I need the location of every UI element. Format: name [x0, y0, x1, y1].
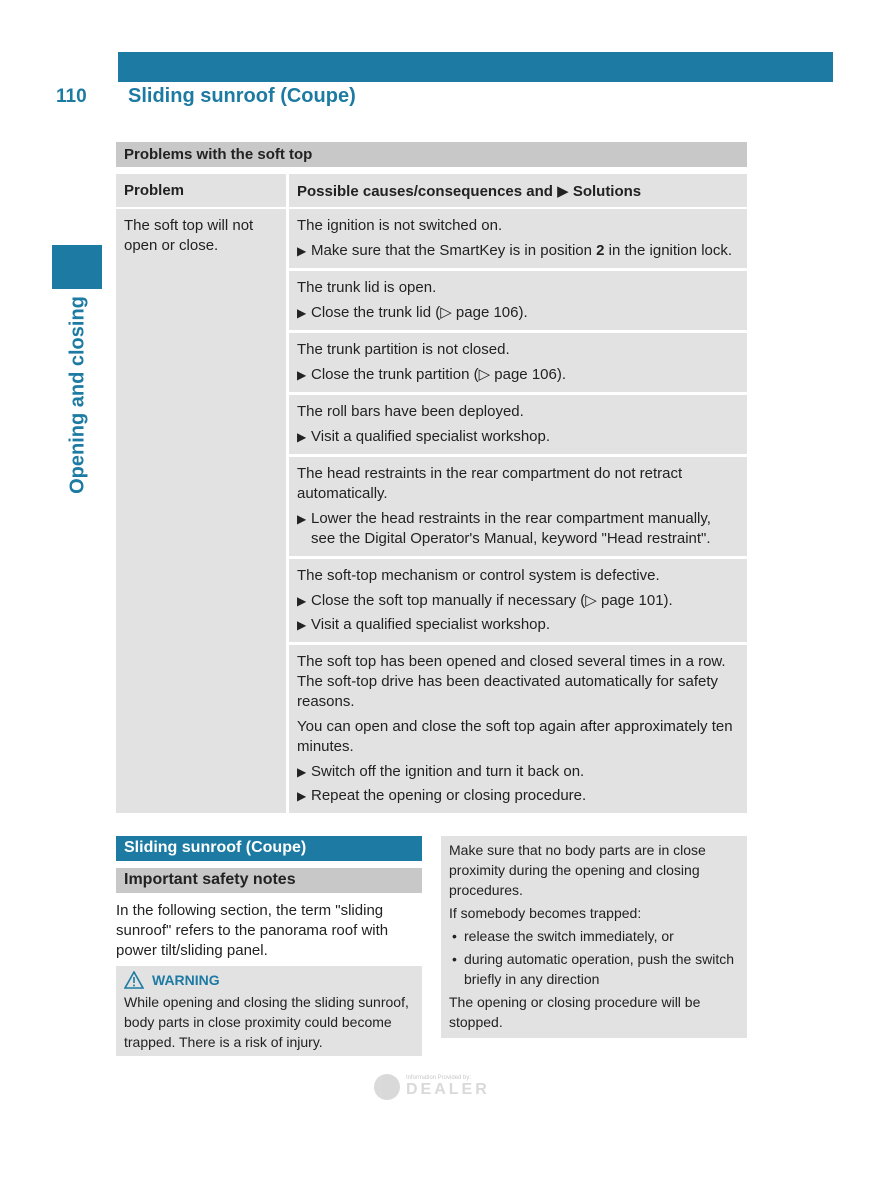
arrow-right-icon: ▶ — [297, 594, 307, 608]
info-paragraph-1: Make sure that no body parts are in close proximity during the opening and closing procedures. — [449, 842, 706, 898]
column-header-problem: Problem — [116, 174, 289, 207]
cause-block — [289, 271, 747, 333]
solution-step — [297, 241, 739, 261]
causes-column — [289, 209, 747, 813]
solution-step — [297, 509, 739, 549]
solution-text: Close the trunk partition (▷ page 106). — [311, 366, 567, 383]
warning-box — [116, 966, 422, 1056]
solution-text: Repeat the opening or closing procedure. — [311, 787, 587, 804]
cause-block — [289, 395, 747, 457]
cause-text: The soft-top mechanism or control system is defective. — [297, 567, 660, 584]
safety-info-box — [441, 836, 747, 1038]
solution-text: Make sure that the SmartKey is in position 2 in the ignition lock. — [311, 242, 733, 259]
column-header-causes: Possible causes/consequences and ▶ Solutions — [297, 183, 642, 200]
arrow-right-icon: ▶ — [297, 244, 307, 258]
solution-step — [297, 365, 739, 385]
solution-text: Visit a qualified specialist workshop. — [311, 428, 551, 445]
cause-text: The soft top has been opened and closed several times in a row. The soft-top drive has been deactivated automatically for safety reasons. — [297, 653, 726, 710]
warning-text: While opening and closing the sliding sunroof, body parts in close proximity could become trapped. There is a risk of injury. — [124, 994, 409, 1050]
watermark-big-text: DEALER — [406, 1081, 490, 1098]
cause-text: The trunk partition is not closed. — [297, 341, 510, 358]
solution-step — [297, 591, 739, 611]
bullet-text: release the switch immediately, or — [464, 928, 674, 944]
subsection-heading: Important safety notes — [116, 868, 422, 893]
solution-step — [297, 427, 739, 447]
arrow-right-icon: ▶ — [297, 765, 307, 779]
bullet-icon: • — [452, 928, 457, 944]
info-paragraph-2: If somebody becomes trapped: — [449, 905, 642, 921]
table-body — [116, 207, 747, 813]
arrow-right-icon: ▶ — [297, 306, 307, 320]
page-title: Sliding sunroof (Coupe) — [128, 85, 356, 107]
arrow-right-icon: ▶ — [297, 618, 307, 632]
page-number: 110 — [56, 86, 87, 107]
dealer-logo-icon — [374, 1074, 400, 1100]
problem-cell: The soft top will not open or close. — [116, 209, 289, 813]
bullet-icon: • — [452, 951, 457, 967]
cause-block — [289, 209, 747, 271]
cause-block — [289, 559, 747, 645]
info-paragraph-3: The opening or closing procedure will be stopped. — [449, 994, 701, 1030]
solution-step — [297, 786, 739, 806]
cause-text: The roll bars have been deployed. — [297, 403, 524, 420]
watermark-small-text: Information Provided by: — [406, 1075, 472, 1081]
section-heading: Sliding sunroof (Coupe) — [116, 836, 422, 861]
cause-text: The ignition is not switched on. — [297, 217, 503, 234]
list-item — [449, 949, 739, 989]
solution-text: Lower the head restraints in the rear compartment manually, see the Digital Operator's Manual, keyword "Head restraint". — [311, 510, 711, 547]
solution-step — [297, 615, 739, 635]
arrow-right-icon: ▶ — [297, 512, 307, 526]
warning-header — [124, 970, 414, 990]
solution-step — [297, 303, 739, 323]
cause-block — [289, 333, 747, 395]
cause-text: The trunk lid is open. — [297, 279, 437, 296]
arrow-right-icon: ▶ — [297, 789, 307, 803]
section-side-label: Opening and closing — [66, 296, 89, 494]
table-header-row — [116, 174, 747, 207]
cause-block — [289, 457, 747, 559]
cause-text: The head restraints in the rear compartment do not retract automatically. — [297, 465, 683, 502]
warning-triangle-icon — [124, 971, 144, 989]
table-title: Problems with the soft top — [116, 142, 747, 167]
intro-paragraph: In the following section, the term "sliding sunroof" refers to the panorama roof with power tilt/sliding panel. — [116, 902, 389, 959]
solution-text: Close the soft top manually if necessary (▷ page 101). — [311, 592, 673, 609]
bullet-text: during automatic operation, push the switch briefly in any direction — [464, 951, 735, 987]
cause-extra-text: You can open and close the soft top again after approximately ten minutes. — [297, 718, 733, 755]
solution-text: Visit a qualified specialist workshop. — [311, 616, 551, 633]
cause-block — [289, 645, 747, 813]
list-item — [449, 926, 739, 946]
dealer-watermark — [374, 1074, 490, 1100]
arrow-right-icon: ▶ — [297, 368, 307, 382]
solution-text: Close the trunk lid (▷ page 106). — [311, 304, 528, 321]
arrow-right-icon: ▶ — [297, 430, 307, 444]
solution-step — [297, 762, 739, 782]
problems-table — [116, 142, 747, 813]
warning-title: WARNING — [152, 972, 220, 988]
solution-text: Switch off the ignition and turn it back on. — [311, 763, 585, 780]
side-tab-marker — [52, 245, 102, 289]
